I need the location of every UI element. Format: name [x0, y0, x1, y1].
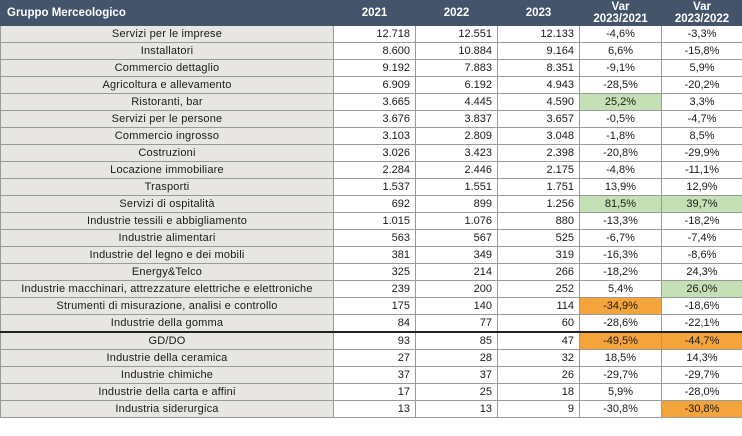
cell-var-2023-2021: 6,6% [580, 43, 662, 60]
cell-2023: 12.133 [498, 26, 580, 43]
cell-var-2023-2022: -7,4% [662, 230, 742, 247]
cell-var-2023-2022: -18,6% [662, 298, 742, 315]
cell-var-2023-2022: -8,6% [662, 247, 742, 264]
cell-2021: 37 [334, 367, 416, 384]
cell-var-2023-2022: -18,2% [662, 213, 742, 230]
header-var-2023-2022[interactable]: Var 2023/2022 [662, 1, 742, 26]
row-name: Industrie chimiche [1, 367, 334, 384]
cell-var-2023-2021: -30,8% [580, 401, 662, 418]
cell-var-2023-2021: -4,6% [580, 26, 662, 43]
cell-var-2023-2021: -20,8% [580, 145, 662, 162]
cell-var-2023-2022: -29,9% [662, 145, 742, 162]
cell-2023: 1.751 [498, 179, 580, 196]
cell-var-2023-2021: -6,7% [580, 230, 662, 247]
cell-2021: 3.676 [334, 111, 416, 128]
row-name: Servizi per le imprese [1, 26, 334, 43]
cell-var-2023-2022: -20,2% [662, 77, 742, 94]
cell-2022: 12.551 [416, 26, 498, 43]
cell-2023: 2.175 [498, 162, 580, 179]
cell-var-2023-2022: -22,1% [662, 315, 742, 333]
row-name: Strumenti di misurazione, analisi e controllo [1, 298, 334, 315]
cell-2021: 17 [334, 384, 416, 401]
cell-2021: 325 [334, 264, 416, 281]
row-name: Commercio dettaglio [1, 60, 334, 77]
cell-var-2023-2022: -15,8% [662, 43, 742, 60]
cell-2022: 37 [416, 367, 498, 384]
cell-2022: 140 [416, 298, 498, 315]
cell-2023: 4.943 [498, 77, 580, 94]
header-gruppo[interactable]: Gruppo Merceologico [1, 1, 334, 26]
cell-var-2023-2021: -9,1% [580, 60, 662, 77]
table-row [1, 281, 742, 298]
table-row [1, 384, 742, 401]
cell-var-2023-2022: 24,3% [662, 264, 742, 281]
cell-2022: 200 [416, 281, 498, 298]
table-row [1, 111, 742, 128]
cell-2023: 8.351 [498, 60, 580, 77]
cell-2022: 7.883 [416, 60, 498, 77]
header-2022[interactable]: 2022 [416, 1, 498, 26]
row-name: Commercio ingrosso [1, 128, 334, 145]
cell-2022: 25 [416, 384, 498, 401]
cell-var-2023-2021: -34,9% [580, 298, 662, 315]
cell-2021: 2.284 [334, 162, 416, 179]
cell-2022: 3.837 [416, 111, 498, 128]
row-name: Industrie della carta e affini [1, 384, 334, 401]
cell-2022: 567 [416, 230, 498, 247]
cell-2023: 26 [498, 367, 580, 384]
cell-2023: 1.256 [498, 196, 580, 213]
row-name: Industrie della ceramica [1, 350, 334, 367]
row-name: Energy&Telco [1, 264, 334, 281]
cell-2023: 252 [498, 281, 580, 298]
cell-2021: 563 [334, 230, 416, 247]
cell-2023: 880 [498, 213, 580, 230]
cell-2021: 13 [334, 401, 416, 418]
cell-2022: 28 [416, 350, 498, 367]
cell-var-2023-2021: -16,3% [580, 247, 662, 264]
table-row [1, 298, 742, 315]
cell-2023: 319 [498, 247, 580, 264]
row-name: Industrie della gomma [1, 315, 334, 333]
table-row [1, 162, 742, 179]
cell-var-2023-2022: -4,7% [662, 111, 742, 128]
cell-var-2023-2022: 14,3% [662, 350, 742, 367]
cell-var-2023-2022: 39,7% [662, 196, 742, 213]
cell-2023: 47 [498, 332, 580, 350]
cell-2022: 3.423 [416, 145, 498, 162]
cell-2022: 2.809 [416, 128, 498, 145]
row-name: Locazione immobiliare [1, 162, 334, 179]
cell-var-2023-2021: 81,5% [580, 196, 662, 213]
table-row [1, 315, 742, 333]
table-row [1, 128, 742, 145]
row-name: GD/DO [1, 332, 334, 350]
cell-2023: 4.590 [498, 94, 580, 111]
cell-var-2023-2021: -13,3% [580, 213, 662, 230]
cell-2023: 60 [498, 315, 580, 333]
cell-var-2023-2021: -1,8% [580, 128, 662, 145]
table-row [1, 145, 742, 162]
table-row [1, 247, 742, 264]
cell-var-2023-2021: -29,7% [580, 367, 662, 384]
row-name: Costruzioni [1, 145, 334, 162]
table-row [1, 94, 742, 111]
cell-2021: 692 [334, 196, 416, 213]
cell-2023: 114 [498, 298, 580, 315]
cell-2022: 6.192 [416, 77, 498, 94]
table-row [1, 367, 742, 384]
header-var-2023-2021[interactable]: Var 2023/2021 [580, 1, 662, 26]
cell-var-2023-2022: -44,7% [662, 332, 742, 350]
cell-var-2023-2021: -0,5% [580, 111, 662, 128]
cell-2022: 899 [416, 196, 498, 213]
row-name: Industrie macchinari, attrezzature elettriche e elettroniche [1, 281, 334, 298]
cell-2023: 3.048 [498, 128, 580, 145]
cell-2022: 2.446 [416, 162, 498, 179]
row-name: Agricoltura e allevamento [1, 77, 334, 94]
cell-2021: 1.537 [334, 179, 416, 196]
table-row [1, 401, 742, 418]
cell-2023: 525 [498, 230, 580, 247]
cell-2023: 266 [498, 264, 580, 281]
cell-var-2023-2022: 8,5% [662, 128, 742, 145]
cell-var-2023-2022: -30,8% [662, 401, 742, 418]
row-name: Industrie tessili e abbigliamento [1, 213, 334, 230]
cell-2022: 77 [416, 315, 498, 333]
table-row [1, 77, 742, 94]
header-2023[interactable]: 2023 [498, 1, 580, 26]
cell-2021: 93 [334, 332, 416, 350]
cell-2021: 12.718 [334, 26, 416, 43]
table-row [1, 179, 742, 196]
cell-var-2023-2022: -11,1% [662, 162, 742, 179]
row-name: Industria siderurgica [1, 401, 334, 418]
cell-2022: 4.445 [416, 94, 498, 111]
cell-var-2023-2021: 13,9% [580, 179, 662, 196]
cell-var-2023-2022: -3,3% [662, 26, 742, 43]
cell-2021: 84 [334, 315, 416, 333]
cell-2023: 9 [498, 401, 580, 418]
cell-var-2023-2022: 12,9% [662, 179, 742, 196]
cell-2023: 2.398 [498, 145, 580, 162]
cell-var-2023-2021: -49,5% [580, 332, 662, 350]
row-name: Servizi di ospitalità [1, 196, 334, 213]
cell-var-2023-2022: -28,0% [662, 384, 742, 401]
row-name: Installatori [1, 43, 334, 60]
table-row [1, 332, 742, 350]
header-row [1, 1, 742, 26]
cell-var-2023-2021: 5,9% [580, 384, 662, 401]
cell-2022: 1.076 [416, 213, 498, 230]
cell-var-2023-2021: -28,6% [580, 315, 662, 333]
cell-2023: 32 [498, 350, 580, 367]
cell-var-2023-2021: 5,4% [580, 281, 662, 298]
cell-2022: 10.884 [416, 43, 498, 60]
cell-2021: 175 [334, 298, 416, 315]
cell-2021: 9.192 [334, 60, 416, 77]
cell-2021: 3.026 [334, 145, 416, 162]
cell-var-2023-2021: 18,5% [580, 350, 662, 367]
row-name: Ristoranti, bar [1, 94, 334, 111]
table-row [1, 213, 742, 230]
cell-2022: 13 [416, 401, 498, 418]
row-name: Industrie alimentari [1, 230, 334, 247]
table-row [1, 264, 742, 281]
table-row [1, 350, 742, 367]
cell-2021: 27 [334, 350, 416, 367]
cell-var-2023-2021: -18,2% [580, 264, 662, 281]
cell-var-2023-2022: 26,0% [662, 281, 742, 298]
row-name: Servizi per le persone [1, 111, 334, 128]
cell-2023: 9.164 [498, 43, 580, 60]
cell-2021: 8.600 [334, 43, 416, 60]
cell-var-2023-2022: -29,7% [662, 367, 742, 384]
cell-2022: 85 [416, 332, 498, 350]
cell-var-2023-2021: -28,5% [580, 77, 662, 94]
header-2021[interactable]: 2021 [334, 1, 416, 26]
cell-2021: 3.665 [334, 94, 416, 111]
cell-var-2023-2022: 3,3% [662, 94, 742, 111]
row-name: Industrie del legno e dei mobili [1, 247, 334, 264]
cell-2023: 3.657 [498, 111, 580, 128]
cell-var-2023-2022: 5,9% [662, 60, 742, 77]
table-row [1, 26, 742, 43]
table-row [1, 43, 742, 60]
row-name: Trasporti [1, 179, 334, 196]
cell-2023: 18 [498, 384, 580, 401]
cell-2021: 1.015 [334, 213, 416, 230]
table-row [1, 60, 742, 77]
cell-2022: 214 [416, 264, 498, 281]
cell-var-2023-2021: -4,8% [580, 162, 662, 179]
cell-2021: 6.909 [334, 77, 416, 94]
cell-2022: 1.551 [416, 179, 498, 196]
cell-2021: 381 [334, 247, 416, 264]
cell-2021: 239 [334, 281, 416, 298]
cell-var-2023-2021: 25,2% [580, 94, 662, 111]
table-row [1, 230, 742, 247]
cell-2021: 3.103 [334, 128, 416, 145]
table-row [1, 196, 742, 213]
cell-2022: 349 [416, 247, 498, 264]
